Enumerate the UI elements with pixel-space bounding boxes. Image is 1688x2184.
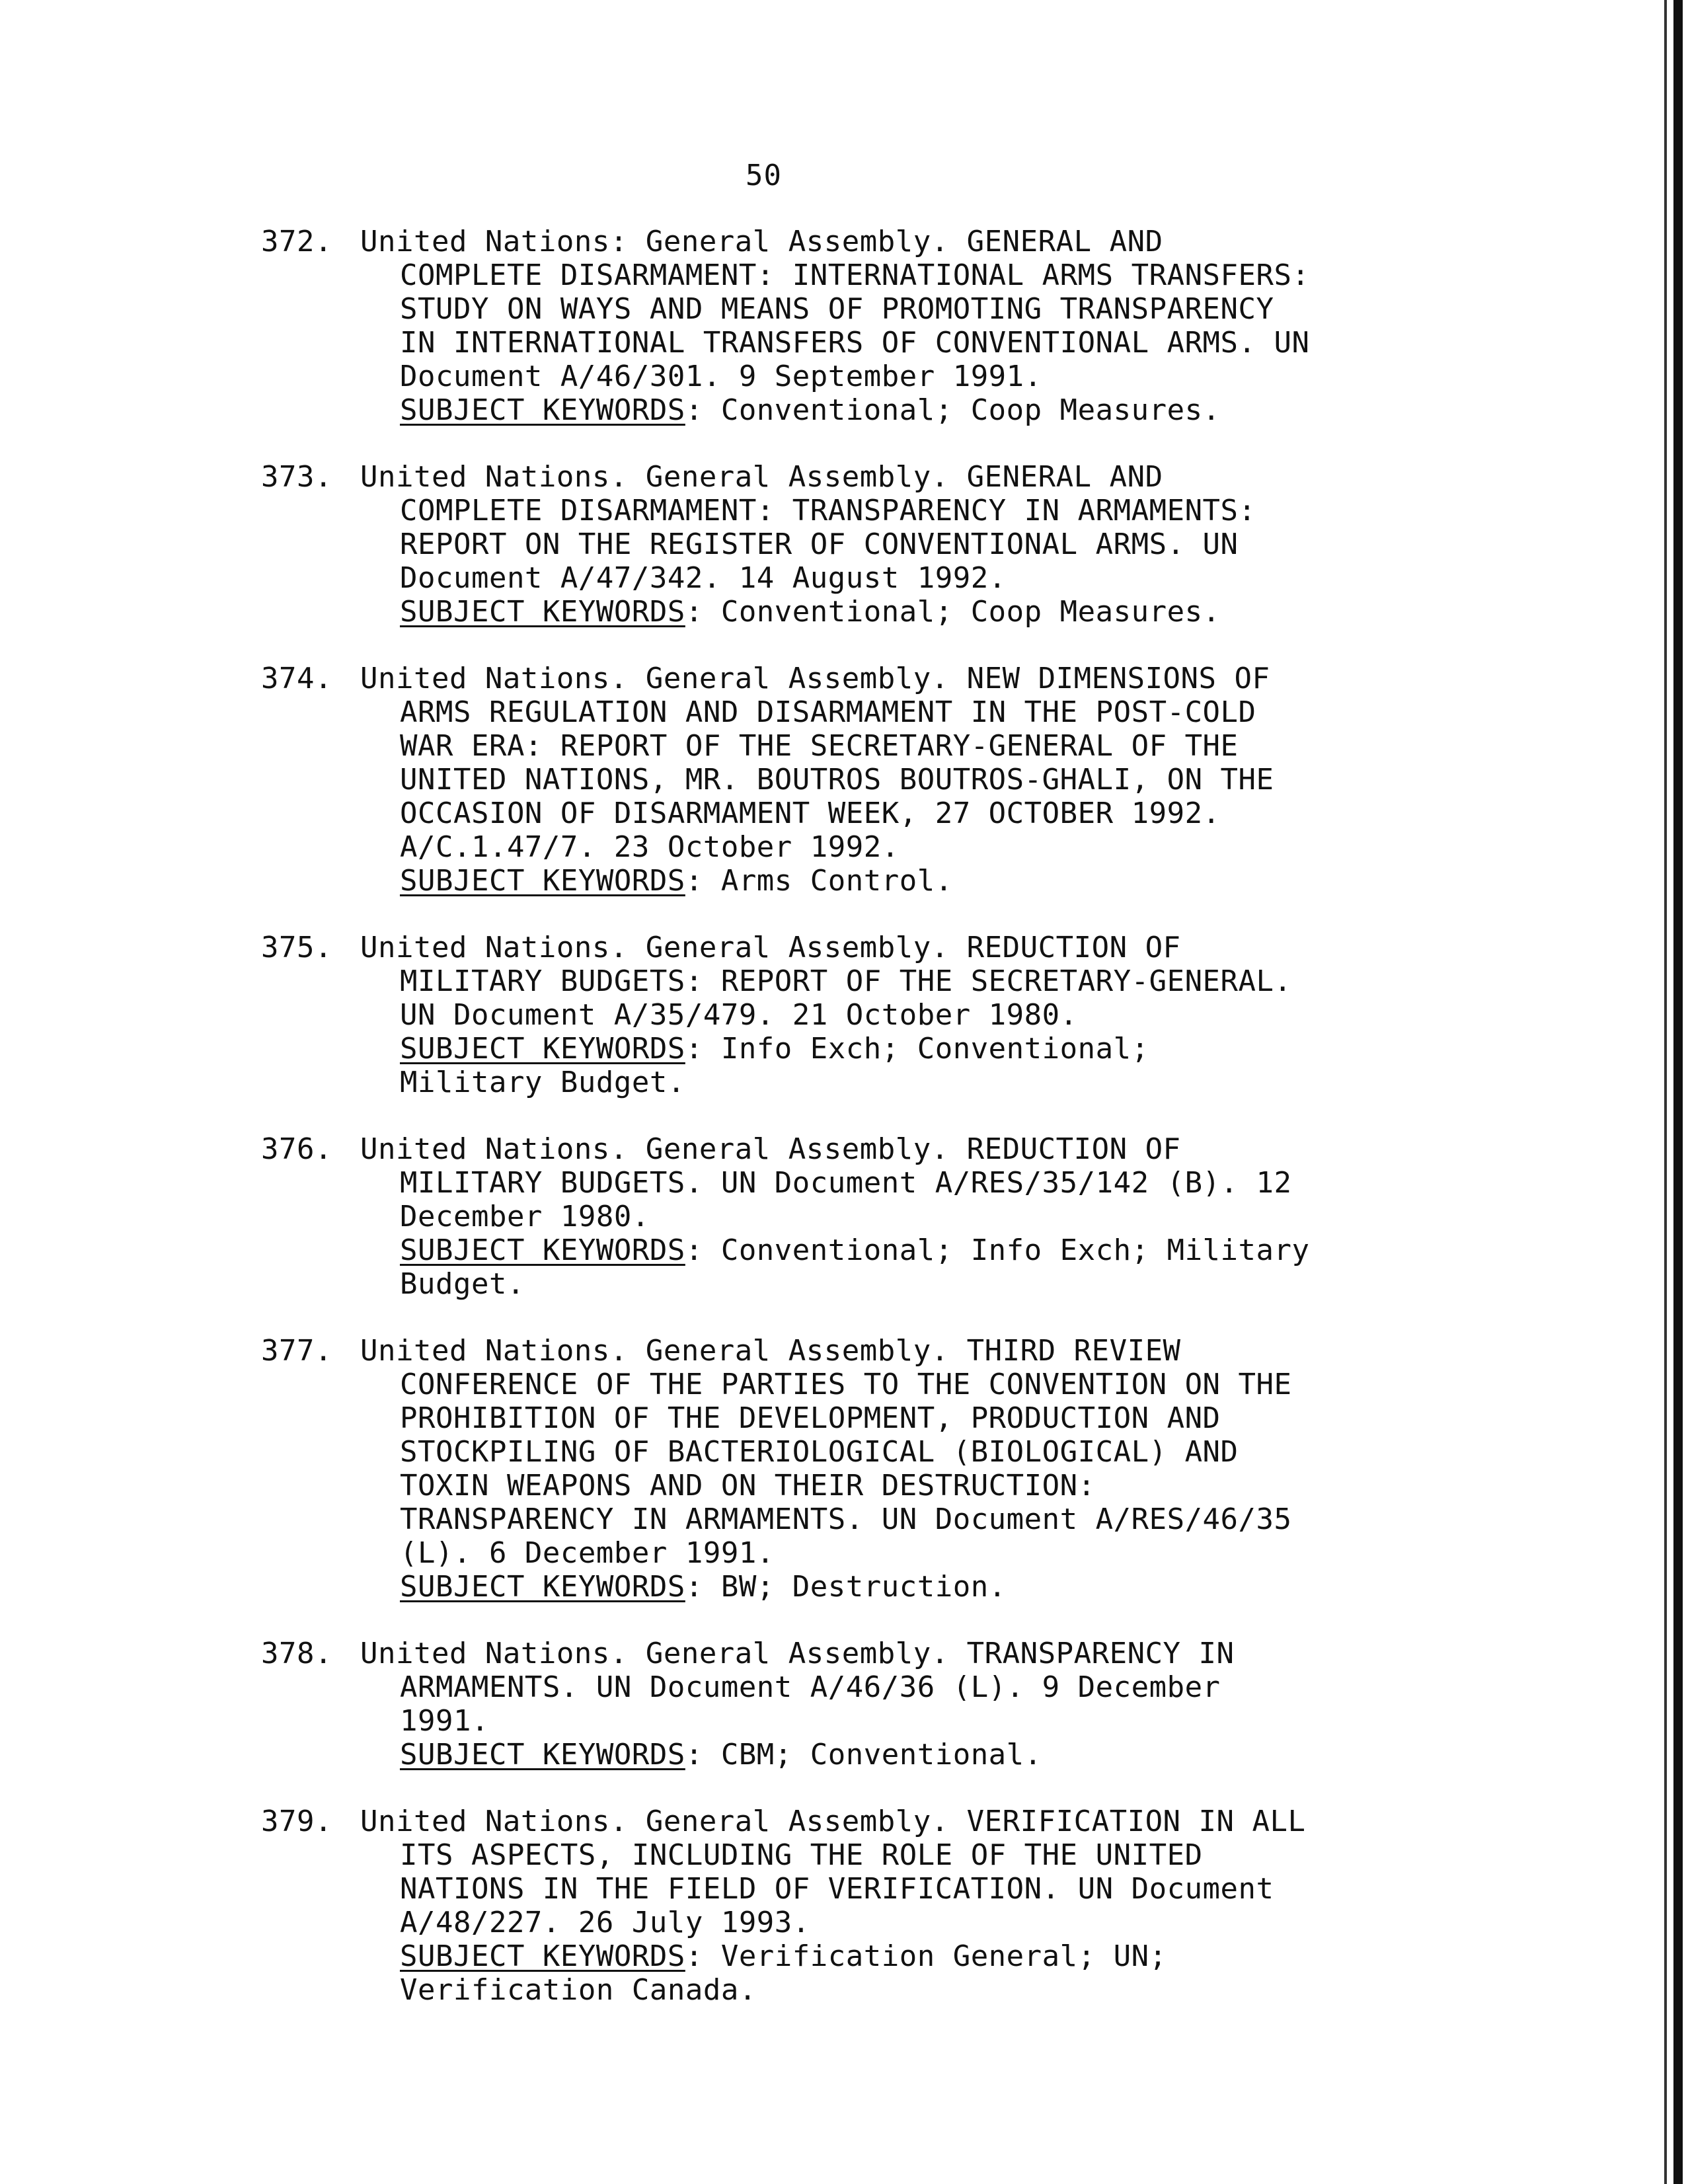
citation-line: OCCASION OF DISARMAMENT WEEK, 27 OCTOBER 1992.: [400, 797, 1221, 830]
subject-keywords-line: [400, 864, 1451, 898]
citation-line: UN Document A/35/479. 21 October 1980.: [400, 998, 1078, 1032]
subject-keywords-value: Budget.: [400, 1267, 525, 1301]
citation-line: Document A/46/301. 9 September 1991.: [400, 360, 1042, 393]
citation-line: A/C.1.47/7. 23 October 1992.: [400, 830, 900, 864]
entry-number: 376.: [261, 1132, 332, 1166]
entry-first-line: [261, 460, 1451, 494]
citation-line: IN INTERNATIONAL TRANSFERS OF CONVENTIONAL ARMS. UN: [400, 326, 1310, 360]
bibliography-entry: [261, 1637, 1451, 1772]
subject-keywords-label: SUBJECT KEYWORDS: [400, 1233, 685, 1267]
entry-citation-start: United Nations. General Assembly. TRANSPARENCY IN: [360, 1637, 1235, 1670]
binding-edge-thin: [1664, 0, 1667, 2184]
entry-citation-continuation: [261, 1838, 1451, 2007]
bibliography-entry: [261, 1805, 1451, 2007]
entry-citation-start: United Nations. General Assembly. REDUCTION OF: [360, 1132, 1181, 1166]
citation-line: (L). 6 December 1991.: [400, 1536, 775, 1570]
citation-line: NATIONS IN THE FIELD OF VERIFICATION. UN Document: [400, 1872, 1274, 1906]
entry-number: 375.: [261, 931, 332, 964]
subject-keywords-value: : Verification General; UN;: [685, 1939, 1167, 1973]
bibliography-list: [261, 225, 1451, 2040]
citation-line: ARMS REGULATION AND DISARMAMENT IN THE POST-COLD: [400, 695, 1256, 729]
subject-keywords-line: [400, 393, 1451, 427]
subject-keywords-label: SUBJECT KEYWORDS: [400, 595, 685, 629]
entry-first-line: [261, 225, 1451, 258]
subject-keywords-value: Verification Canada.: [400, 1973, 757, 2007]
subject-keywords-line: [400, 1233, 1451, 1267]
entry-citation-start: United Nations. General Assembly. THIRD REVIEW: [360, 1334, 1181, 1368]
subject-keywords-line: [400, 1032, 1451, 1066]
entry-number: 377.: [261, 1334, 332, 1368]
subject-keywords-label: SUBJECT KEYWORDS: [400, 864, 685, 898]
entry-first-line: [261, 931, 1451, 964]
subject-keywords-value: : Conventional; Coop Measures.: [685, 595, 1221, 629]
subject-keywords-value: : BW; Destruction.: [685, 1570, 1007, 1604]
entry-first-line: [261, 1334, 1451, 1368]
binding-edge: [1673, 0, 1683, 2184]
subject-keywords-line: [400, 1738, 1451, 1772]
page-number: 50: [746, 159, 782, 192]
citation-line: UNITED NATIONS, MR. BOUTROS BOUTROS-GHALI, ON THE: [400, 763, 1274, 797]
entry-first-line: [261, 1132, 1451, 1166]
subject-keywords-label: SUBJECT KEYWORDS: [400, 1939, 685, 1973]
entry-citation-start: United Nations. General Assembly. VERIFICATION IN ALL: [360, 1805, 1306, 1838]
entry-citation-continuation: [261, 964, 1451, 1099]
entry-number: 379.: [261, 1805, 332, 1838]
entry-number: 372.: [261, 225, 332, 258]
entry-citation-continuation: [261, 695, 1451, 898]
subject-keywords-value: : Info Exch; Conventional;: [685, 1032, 1149, 1066]
entry-citation-continuation: [261, 1670, 1451, 1772]
bibliography-entry: [261, 1132, 1451, 1301]
citation-line: ARMAMENTS. UN Document A/46/36 (L). 9 December: [400, 1670, 1221, 1704]
entry-citation-continuation: [261, 1166, 1451, 1301]
entry-citation-start: United Nations: General Assembly. GENERAL AND: [360, 225, 1163, 258]
subject-keywords-line: [400, 1570, 1451, 1604]
entry-citation-continuation: [261, 258, 1451, 427]
subject-keywords-line: [400, 595, 1451, 629]
citation-line: COMPLETE DISARMAMENT: INTERNATIONAL ARMS TRANSFERS:: [400, 258, 1310, 292]
subject-keywords-value: : Conventional; Info Exch; Military: [685, 1233, 1310, 1267]
citation-line: ITS ASPECTS, INCLUDING THE ROLE OF THE UNITED: [400, 1838, 1203, 1872]
entry-citation-continuation: [261, 494, 1451, 629]
subject-keywords-label: SUBJECT KEYWORDS: [400, 1738, 685, 1772]
citation-line: TRANSPARENCY IN ARMAMENTS. UN Document A/RES/46/35: [400, 1502, 1292, 1536]
bibliography-entry: [261, 662, 1451, 898]
subject-keywords-value: : Arms Control.: [685, 864, 953, 898]
citation-line: CONFERENCE OF THE PARTIES TO THE CONVENTION ON THE: [400, 1368, 1292, 1401]
subject-keywords-line: [400, 1267, 1451, 1301]
entry-citation-continuation: [261, 1368, 1451, 1604]
subject-keywords-line: [400, 1973, 1451, 2007]
citation-line: COMPLETE DISARMAMENT: TRANSPARENCY IN ARMAMENTS:: [400, 494, 1256, 527]
entry-citation-start: United Nations. General Assembly. GENERAL AND: [360, 460, 1163, 494]
citation-line: December 1980.: [400, 1200, 650, 1233]
citation-line: STOCKPILING OF BACTERIOLOGICAL (BIOLOGICAL) AND: [400, 1435, 1239, 1469]
bibliography-entry: [261, 1334, 1451, 1604]
citation-line: REPORT ON THE REGISTER OF CONVENTIONAL ARMS. UN: [400, 527, 1239, 561]
citation-line: WAR ERA: REPORT OF THE SECRETARY-GENERAL OF THE: [400, 729, 1239, 763]
entry-first-line: [261, 1805, 1451, 1838]
bibliography-entry: [261, 225, 1451, 427]
entry-citation-start: United Nations. General Assembly. REDUCTION OF: [360, 931, 1181, 964]
bibliography-entry: [261, 460, 1451, 629]
citation-line: PROHIBITION OF THE DEVELOPMENT, PRODUCTION AND: [400, 1401, 1221, 1435]
citation-line: STUDY ON WAYS AND MEANS OF PROMOTING TRANSPARENCY: [400, 292, 1274, 326]
entry-number: 374.: [261, 662, 332, 695]
subject-keywords-value: : CBM; Conventional.: [685, 1738, 1042, 1772]
subject-keywords-label: SUBJECT KEYWORDS: [400, 393, 685, 427]
subject-keywords-value: : Conventional; Coop Measures.: [685, 393, 1221, 427]
subject-keywords-line: [400, 1939, 1451, 1973]
entry-first-line: [261, 662, 1451, 695]
subject-keywords-value: Military Budget.: [400, 1066, 685, 1099]
entry-citation-start: United Nations. General Assembly. NEW DIMENSIONS OF: [360, 662, 1270, 695]
citation-line: Document A/47/342. 14 August 1992.: [400, 561, 1007, 595]
citation-line: 1991.: [400, 1704, 489, 1738]
entry-number: 378.: [261, 1637, 332, 1670]
citation-line: MILITARY BUDGETS: REPORT OF THE SECRETARY-GENERAL.: [400, 964, 1292, 998]
entry-number: 373.: [261, 460, 332, 494]
entry-first-line: [261, 1637, 1451, 1670]
bibliography-entry: [261, 931, 1451, 1099]
citation-line: A/48/227. 26 July 1993.: [400, 1906, 810, 1939]
subject-keywords-label: SUBJECT KEYWORDS: [400, 1570, 685, 1604]
citation-line: MILITARY BUDGETS. UN Document A/RES/35/142 (B). 12: [400, 1166, 1292, 1200]
citation-line: TOXIN WEAPONS AND ON THEIR DESTRUCTION:: [400, 1469, 1096, 1502]
subject-keywords-label: SUBJECT KEYWORDS: [400, 1032, 685, 1066]
subject-keywords-line: [400, 1066, 1451, 1099]
